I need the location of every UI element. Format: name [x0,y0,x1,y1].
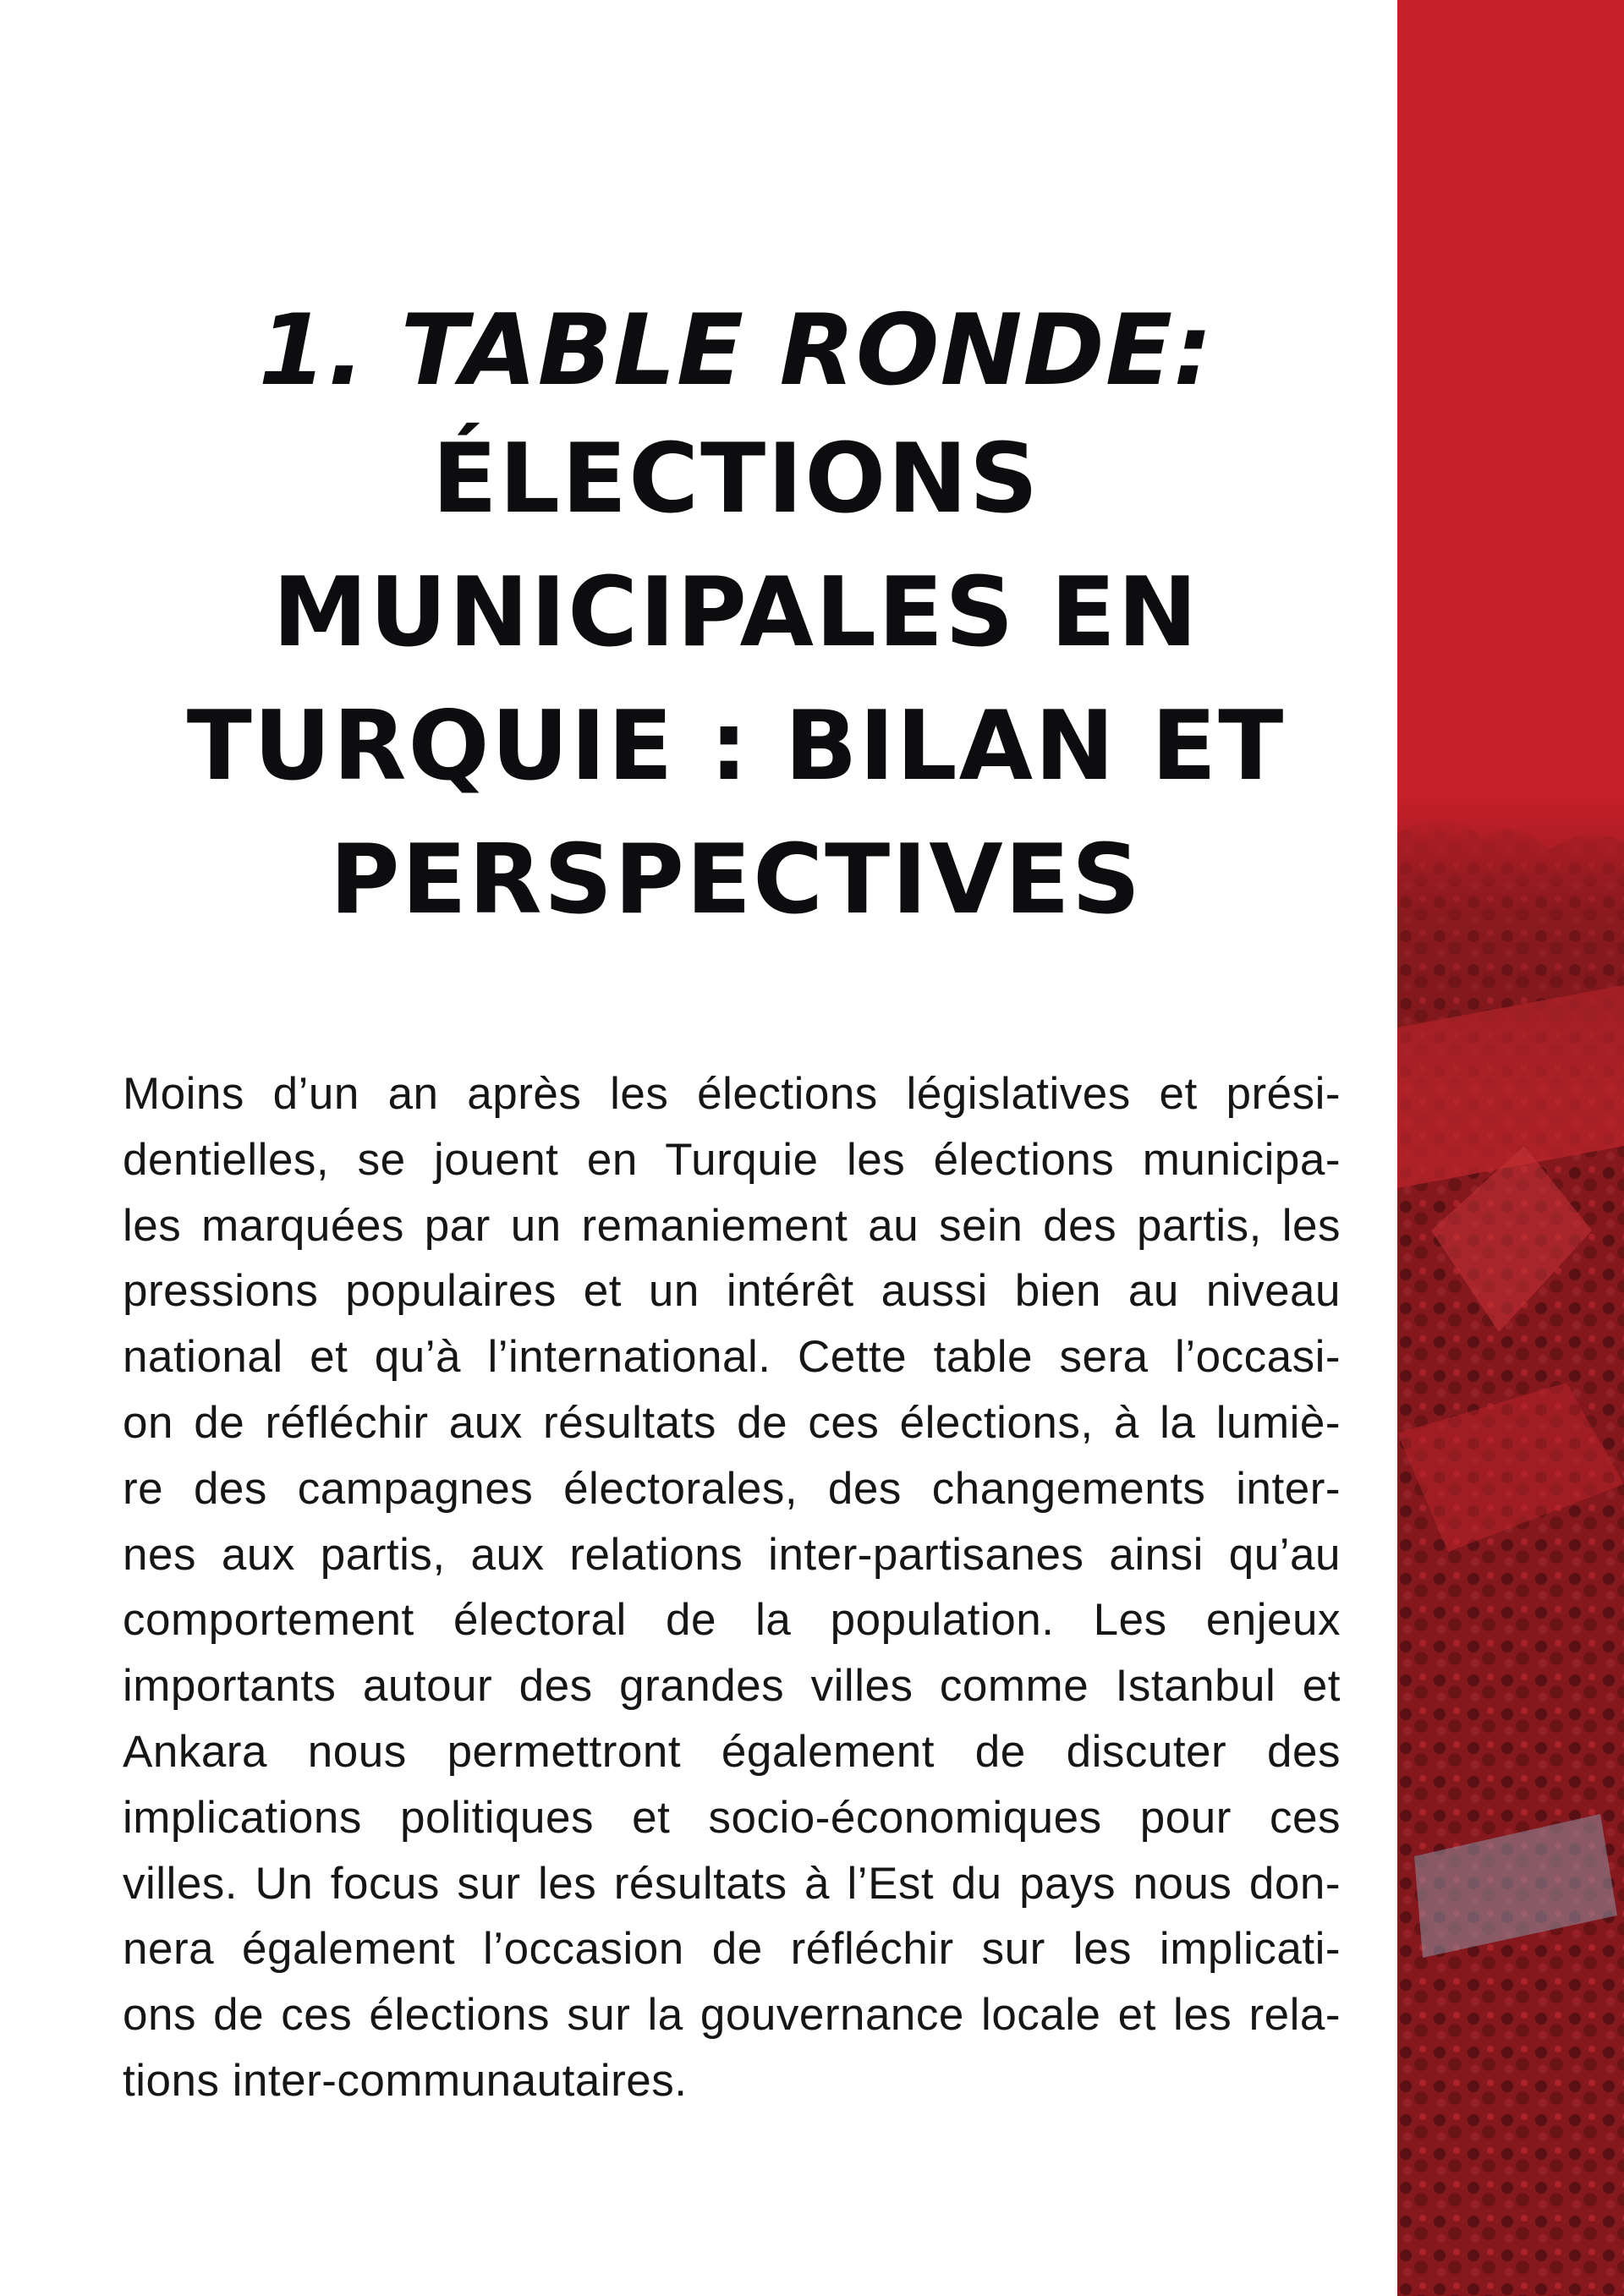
body-line: Ankara nous permettront également de discuter des [123,1726,1341,1777]
body-line: tions inter-communautaires. [123,2055,688,2106]
body-line: ons de ces élections sur la gouvernance locale et les rela- [123,1990,1341,2041]
body-line: national et qu’à l’international. Cette table sera l’occasi- [123,1332,1341,1383]
body-line: implications politiques et socio-économiques pour ces [123,1792,1341,1843]
title-heading-line: ÉLECTIONS [431,423,1040,534]
body-line: Moins d’un an après les élections législatives et prési- [123,1069,1341,1119]
section-title [169,293,1303,946]
body-line: villes. Un focus sur les résultats à l’Est du pays nous don- [123,1858,1341,1909]
body-line: dentielles, se jouent en Turquie les élections municipa- [123,1134,1341,1185]
body-line: pressions populaires et un intérêt aussi bien au niveau [123,1266,1341,1317]
body-line: comportement électoral de la population. Les enjeux [123,1595,1341,1646]
body-line: re des campagnes électorales, des changements inter- [123,1463,1341,1514]
body-line: les marquées par un remaniement au sein des partis, les [123,1200,1341,1251]
red-side-band [1397,0,1624,2296]
crowd-photo-image [1397,791,1624,2296]
title-heading-line: PERSPECTIVES [329,824,1143,935]
title-heading-line: MUNICIPALES EN [272,556,1199,668]
body-paragraph [123,1061,1341,2114]
title-heading-line: TURQUIE : BILAN ET [186,690,1286,802]
body-line: nera également l’occasion de réfléchir sur les implicati- [123,1924,1341,1975]
title-heading-number: 1. TABLE RONDE: [258,293,1214,408]
body-line: on de réfléchir aux résultats de ces élections, à la lumiè- [123,1397,1341,1448]
body-line: importants autour des grandes villes comme Istanbul et [123,1661,1341,1712]
body-line: nes aux partis, aux relations inter-partisanes ainsi qu’au [123,1529,1341,1580]
